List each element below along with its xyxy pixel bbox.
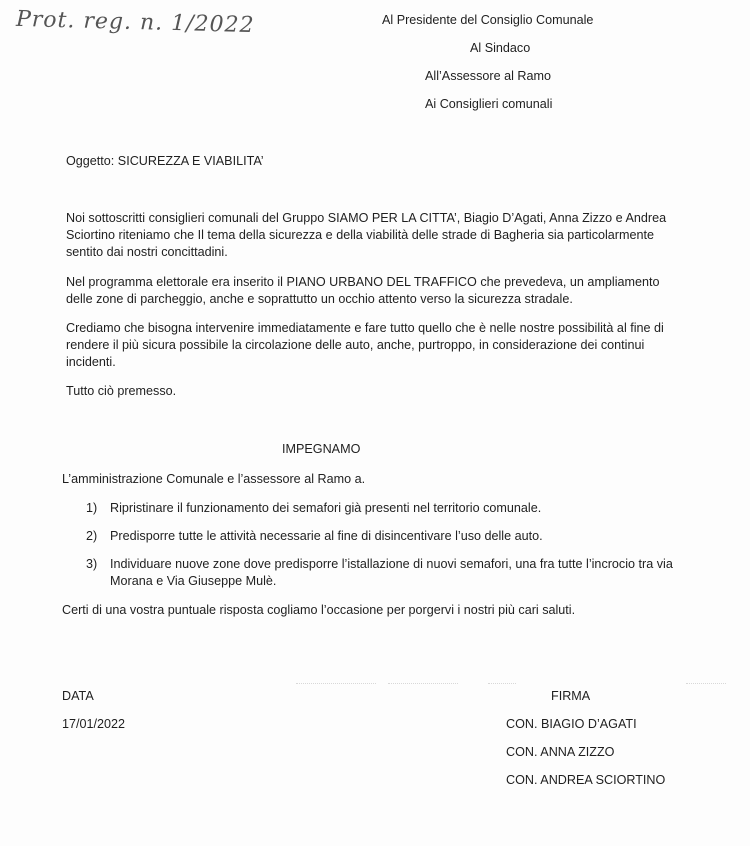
list-item-1-text: Ripristinare il funzionamento dei semafori già presenti nel territorio comunale. [110,501,542,515]
recipient-assessor: All’Assessore al Ramo [425,69,551,83]
list-item-3-number: 3) [86,557,98,571]
recipient-mayor: Al Sindaco [470,41,531,55]
scan-artifact-dots [296,683,376,686]
recipient-president: Al Presidente del Consiglio Comunale [382,13,594,27]
scan-artifact-dots [488,683,516,686]
paragraph-2: Nel programma elettorale era inserito il PIANO URBANO DEL TRAFFICO che prevedeva, un ampliamento delle zone di parcheggio, anche e soprattutto un occhio attento verso la sicurezza stradale. [66,275,660,306]
scan-artifact-dots [388,683,458,686]
paragraph-3: Crediamo che bisogna intervenire immediatamente e fare tutto quello che è nelle nostre possibilità al fine di rendere il più sicura possibile la circolazione delle auto, anche, purtroppo, in considerazione dei continui incidenti. [66,321,664,369]
paragraph-1: Noi sottoscritti consiglieri comunali del Gruppo SIAMO PER LA CITTA’, Biagio D’Agati, Anna Zizzo e Andrea Sciortino riteniamo che Il tema della sicurezza e della viabilità delle strade di Bagheria sia particolarmente sentito dai nostri concittadini. [66,211,667,259]
subject-line: Oggetto: SICUREZZA E VIABILITA’ [66,154,264,168]
list-item-3-text: Individuare nuove zone dove predisporre l’istallazione di nuovi semafori, una fra tutte l’incrocio tra via Morana e Via Giuseppe Mulè. [110,557,673,588]
recipient-councillors: Ai Consiglieri comunali [425,97,553,111]
date-label: DATA [62,689,94,703]
section-heading: IMPEGNAMO [282,442,361,456]
intro-line: L’amministrazione Comunale e l’assessore al Ramo a. [62,472,366,486]
signature-label: FIRMA [551,689,591,703]
scan-artifact-dots [686,683,726,686]
signatory-2: CON. ANNA ZIZZO [506,745,615,759]
closing-line: Certi di una vostra puntuale risposta cogliamo l’occasione per porgervi i nostri più cari saluti. [62,603,576,617]
list-item-1-number: 1) [86,501,98,515]
paragraph-4: Tutto ciò premesso. [66,384,177,398]
date-value: 17/01/2022 [62,717,126,731]
list-item-2-number: 2) [86,529,98,543]
signatory-3: CON. ANDREA SCIORTINO [506,773,666,787]
list-item-2-text: Predisporre tutte le attività necessarie al fine di disincentivare l’uso delle auto. [110,529,543,543]
handwritten-protocol-note: Prot. reg. n. 1/2022 [15,6,255,39]
signatory-1: CON. BIAGIO D’AGATI [506,717,637,731]
